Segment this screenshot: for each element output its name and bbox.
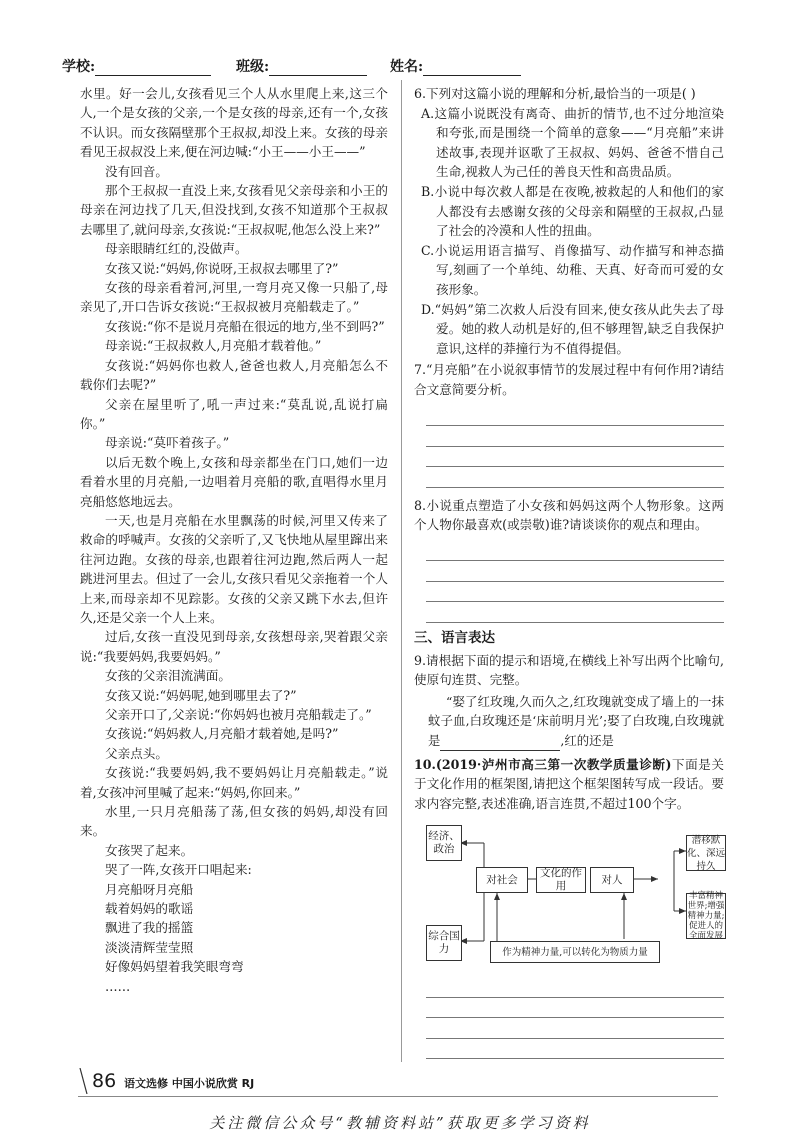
box-to-society: 对社会 xyxy=(476,867,528,893)
school-blank[interactable] xyxy=(95,61,211,76)
question-7-stem: 7.“月亮船”在小说叙事情节的发展过程中有何作用?请结合文意简要分析。 xyxy=(414,362,724,397)
story-paragraph: 父亲开口了,父亲说:“你妈妈也被月亮船载走了。” xyxy=(105,707,372,722)
culture-framework-diagram xyxy=(424,821,724,969)
story-paragraph: 没有回音。 xyxy=(105,163,168,179)
poem-line: 淡淡清辉莹莹照 xyxy=(105,939,194,955)
question-10-stem: 下面是关于文化作用的框架图,请把这个框架图转写成一段话。要求内容完整,表述准确,语言连贯,不超过100个字。 xyxy=(414,756,725,811)
section-language-expression: 三、语言表达 xyxy=(414,629,495,646)
question-7 xyxy=(414,360,724,487)
question-9-quote xyxy=(414,692,724,751)
story-paragraph: 父亲在屋里听了,吼一声过来:“莫乱说,乱说打扁你。” xyxy=(80,396,388,431)
story-paragraph: 水里,一只月亮船荡了荡,但女孩的妈妈,却没有回来。 xyxy=(80,804,388,839)
story-paragraph: 女孩的母亲看着河,河里,一弯月亮又像一只船了,母亲见了,开口告诉女孩说:“王叔叔被月亮船载走了。” xyxy=(80,280,388,315)
column-divider xyxy=(401,80,402,1062)
page-footer xyxy=(78,1070,718,1094)
box-spiritual-world: 丰富精神世界;增强精神力量;促进人的全面发展 xyxy=(687,891,725,942)
story-paragraph: 女孩又说:“妈妈呢,她到哪里去了?” xyxy=(105,687,297,703)
school-field[interactable] xyxy=(62,56,211,76)
footer-slash-mark xyxy=(78,1068,88,1094)
question-9 xyxy=(414,651,724,751)
story-paragraph: 以后无数个晚上,女孩和母亲都坐在门口,她们一边看着水里的月亮船,一边唱着月亮船的歌,直唱得水里月亮船悠悠地远去。 xyxy=(80,454,388,509)
answer-lines-q10[interactable] xyxy=(426,977,724,1059)
question-10 xyxy=(414,755,724,1060)
answer-lines-q8[interactable] xyxy=(426,541,724,623)
question-8 xyxy=(414,496,724,623)
question-6-option-d[interactable]: D.“妈妈”第二次救人后没有回来,使女孩从此失去了母爱。她的救人动机是好的,但不够理智,缺乏自我保护意识,这样的莽撞行为不值得提倡。 xyxy=(421,301,724,356)
story-paragraph: 一天,也是月亮船在水里飘荡的时候,河里又传来了救命的呼喊声。女孩的父亲听了,又飞快地从屋里蹿出来往河边跑。女孩的母亲,也跟着往河边跑,然后两人一起跳进河里去。但过了一会儿,女孩只看见父亲拖着一个人上来,而母亲却不见踪影。女孩的父亲又跳下水去,但许久,还是父亲一个人上来。 xyxy=(80,512,388,625)
poem-line: 月亮船呀月亮船 xyxy=(105,881,194,897)
question-6-options xyxy=(414,104,724,359)
story-paragraph: 女孩哭了起来。 xyxy=(105,842,194,858)
question-10-source: 10.(2019·泸州市高三第一次教学质量诊断) xyxy=(414,756,672,772)
name-blank[interactable] xyxy=(423,61,521,76)
story-paragraph: 过后,女孩一直没见到母亲,女孩想母亲,哭着跟父亲说:“我要妈妈,我要妈妈。” xyxy=(80,629,388,664)
poem-line: 载着妈妈的歌谣 xyxy=(105,901,194,917)
class-label: 班级: xyxy=(236,59,270,75)
poem-line: 飘进了我的摇篮 xyxy=(105,920,194,936)
story-paragraph: 母亲说:“王叔叔救人,月亮船才载着他。” xyxy=(105,338,322,354)
story-paragraph: 父亲点头。 xyxy=(105,745,168,761)
question-9-quote-a: “娶了红玫瑰,久而久之,红玫瑰就变成了墙上的一抹蚊子血,白玫瑰还是‘床前明月光’;娶了白玫瑰,白玫瑰就是 xyxy=(428,693,724,749)
box-culture-role: 文化的作用 xyxy=(536,867,586,893)
school-label: 学校: xyxy=(62,59,96,75)
question-8-stem: 8.小说重点塑造了小女孩和妈妈这两个人物形象。这两个人物你最喜欢(或崇敬)谁?请谈谈你的观点和理由。 xyxy=(414,497,724,533)
question-6-option-a[interactable]: A.这篇小说既没有离奇、曲折的情节,也不过分地渲染和夸张,而是围绕一个简单的意象——“月亮船”来讲述故事,表现并讴歌了王叔叔、妈妈、爸爸不惜自己生命,视救人为己任的善良天性和高贵品质。 xyxy=(421,105,724,180)
box-spirit-to-material: 作为精神力量,可以转化为物质力量 xyxy=(490,941,660,963)
story-paragraph: 母亲眼睛红红的,没做声。 xyxy=(105,241,248,257)
bottom-note: 关注微信公众号“教辅资料站”获取更多学习资料 xyxy=(209,1114,591,1132)
question-9-quote-b: ,红的还是 xyxy=(560,733,614,749)
class-blank[interactable] xyxy=(269,61,367,76)
questions-column xyxy=(414,84,724,1063)
box-national-power: 综合国力 xyxy=(426,925,462,961)
story-paragraph: 女孩说:“我要妈妈,我不要妈妈让月亮船载走。”说着,女孩冲河里喊了起来:“妈妈,你回来。” xyxy=(80,765,388,800)
footer-rule xyxy=(78,1096,718,1097)
question-6-option-b[interactable]: B.小说中每次救人都是在夜晚,被救起的人和他们的家人都没有去感谢女孩的父母亲和隔壁的王叔叔,凸显了社会的冷漠和人性的扭曲。 xyxy=(421,183,724,239)
poem-line: …… xyxy=(105,978,131,994)
question-9-stem: 9.请根据下面的提示和语境,在横线上补写出两个比喻句,使原句连贯、完整。 xyxy=(414,652,724,688)
story-paragraph: 女孩说:“妈妈你也救人,爸爸也救人,月亮船怎么不载你们去呢?” xyxy=(80,357,388,393)
page-number: 86 xyxy=(92,1070,117,1092)
story-paragraph: 那个王叔叔一直没上来,女孩看见父亲母亲和小王的母亲在河边找了几天,但没找到,女孩不知道那个王叔叔去哪里了,就问母亲,女孩说:“王叔叔呢,他怎么没上来?” xyxy=(80,183,388,237)
box-to-person: 对人 xyxy=(590,867,634,893)
question-6-stem: 6.下列对这篇小说的理解和分析,最恰当的一项是( ) xyxy=(414,86,696,101)
story-paragraph: 女孩说:“妈妈救人,月亮船才载着她,是吗?” xyxy=(105,726,339,742)
story-poem xyxy=(80,880,388,996)
story-paragraph: 女孩的父亲泪流满面。 xyxy=(105,668,231,684)
story-paragraph: 哭了一阵,女孩开口唱起来: xyxy=(105,862,252,878)
question-6 xyxy=(414,84,724,358)
name-label: 姓名: xyxy=(390,59,424,75)
poem-line: 好像妈妈望着我笑眼弯弯 xyxy=(105,959,244,975)
story-column xyxy=(80,84,388,996)
answer-lines-q7[interactable] xyxy=(426,406,724,488)
class-field[interactable] xyxy=(236,56,367,76)
question-9-blank[interactable] xyxy=(440,738,560,751)
box-subtle-lasting: 潜移默化、深远持久 xyxy=(687,834,726,872)
student-info-header xyxy=(62,56,762,78)
story-paragraph: 女孩说:“你不是说月亮船在很远的地方,坐不到吗?” xyxy=(105,318,385,334)
question-10-text xyxy=(414,755,724,814)
box-economy-politics: 经济、政治 xyxy=(426,825,462,861)
name-field[interactable] xyxy=(390,56,521,76)
course-label: 语文选修 中国小说欣赏 RJ xyxy=(124,1077,255,1090)
story-text xyxy=(80,84,388,880)
story-paragraph: 母亲说:“莫吓着孩子。” xyxy=(105,435,230,451)
story-paragraph: 女孩又说:“妈妈,你说呀,王叔叔去哪里了?” xyxy=(105,260,339,276)
story-paragraph: 水里。好一会儿,女孩看见三个人从水里爬上来,这三个人,一个是女孩的父亲,一个是女孩的母亲,还有一个,女孩不认识。而女孩隔壁那个王叔叔,却没上来。女孩的母亲看见王叔叔没上来,便在河边喊:“小王——小王——” xyxy=(80,86,388,160)
question-6-option-c[interactable]: C.小说运用语言描写、肖像描写、动作描写和神态描写,刻画了一个单纯、幼稚、天真、好奇而可爱的女孩形象。 xyxy=(421,242,724,297)
